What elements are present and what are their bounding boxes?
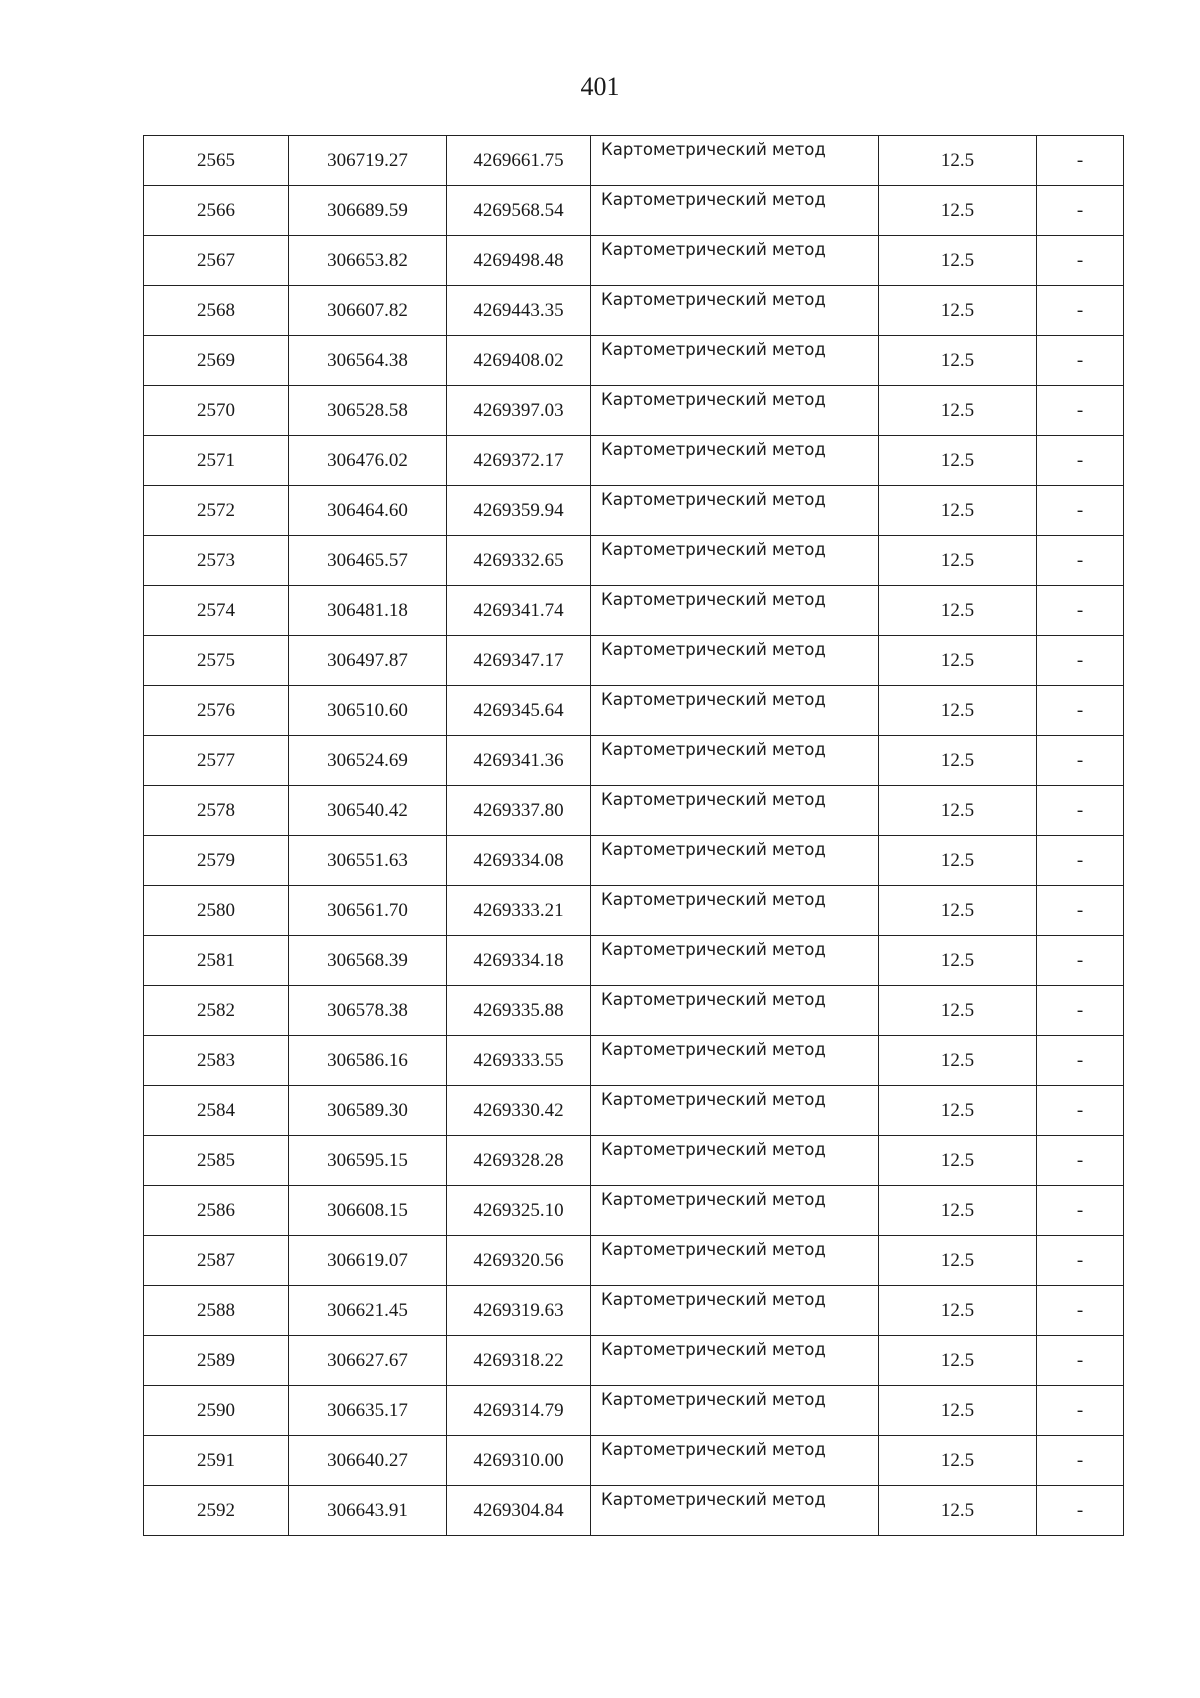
table-row xyxy=(144,986,1124,1036)
x-coordinate-cell: 306510.60 xyxy=(289,686,447,736)
accuracy-cell: 12.5 xyxy=(879,1286,1037,1336)
y-coordinate-cell: 4269318.22 xyxy=(447,1336,591,1386)
table-row xyxy=(144,1036,1124,1086)
coordinates-table xyxy=(143,135,1124,1536)
y-coordinate-cell: 4269347.17 xyxy=(447,636,591,686)
note-cell: - xyxy=(1037,936,1124,986)
y-coordinate-cell: 4269320.56 xyxy=(447,1236,591,1286)
point-number-cell: 2568 xyxy=(144,286,289,336)
note-cell: - xyxy=(1037,1036,1124,1086)
table-row xyxy=(144,436,1124,486)
point-number-cell: 2567 xyxy=(144,236,289,286)
accuracy-cell: 12.5 xyxy=(879,936,1037,986)
y-coordinate-cell: 4269314.79 xyxy=(447,1386,591,1436)
table-row xyxy=(144,186,1124,236)
x-coordinate-cell: 306640.27 xyxy=(289,1436,447,1486)
accuracy-cell: 12.5 xyxy=(879,586,1037,636)
table-row xyxy=(144,586,1124,636)
y-coordinate-cell: 4269345.64 xyxy=(447,686,591,736)
accuracy-cell: 12.5 xyxy=(879,1186,1037,1236)
note-cell: - xyxy=(1037,536,1124,586)
page-number: 401 xyxy=(580,72,620,101)
accuracy-cell: 12.5 xyxy=(879,336,1037,386)
table-row xyxy=(144,1136,1124,1186)
x-coordinate-cell: 306619.07 xyxy=(289,1236,447,1286)
note-cell: - xyxy=(1037,186,1124,236)
point-number-cell: 2576 xyxy=(144,686,289,736)
point-number-cell: 2579 xyxy=(144,836,289,886)
coordinates-table-body xyxy=(144,136,1124,1536)
note-cell: - xyxy=(1037,1236,1124,1286)
table-row xyxy=(144,1186,1124,1236)
point-number-cell: 2581 xyxy=(144,936,289,986)
note-cell: - xyxy=(1037,1336,1124,1386)
method-cell: Картометрический метод xyxy=(591,736,879,786)
method-cell: Картометрический метод xyxy=(591,436,879,486)
accuracy-cell: 12.5 xyxy=(879,436,1037,486)
point-number-cell: 2587 xyxy=(144,1236,289,1286)
y-coordinate-cell: 4269341.36 xyxy=(447,736,591,786)
y-coordinate-cell: 4269332.65 xyxy=(447,536,591,586)
point-number-cell: 2572 xyxy=(144,486,289,536)
accuracy-cell: 12.5 xyxy=(879,1136,1037,1186)
accuracy-cell: 12.5 xyxy=(879,536,1037,586)
y-coordinate-cell: 4269310.00 xyxy=(447,1436,591,1486)
method-cell: Картометрический метод xyxy=(591,836,879,886)
y-coordinate-cell: 4269333.55 xyxy=(447,1036,591,1086)
table-row xyxy=(144,786,1124,836)
x-coordinate-cell: 306465.57 xyxy=(289,536,447,586)
x-coordinate-cell: 306621.45 xyxy=(289,1286,447,1336)
accuracy-cell: 12.5 xyxy=(879,1236,1037,1286)
accuracy-cell: 12.5 xyxy=(879,836,1037,886)
note-cell: - xyxy=(1037,736,1124,786)
table-row xyxy=(144,1286,1124,1336)
accuracy-cell: 12.5 xyxy=(879,736,1037,786)
point-number-cell: 2589 xyxy=(144,1336,289,1386)
point-number-cell: 2569 xyxy=(144,336,289,386)
table-row xyxy=(144,236,1124,286)
point-number-cell: 2573 xyxy=(144,536,289,586)
note-cell: - xyxy=(1037,486,1124,536)
point-number-cell: 2577 xyxy=(144,736,289,786)
table-row xyxy=(144,1486,1124,1536)
y-coordinate-cell: 4269335.88 xyxy=(447,986,591,1036)
accuracy-cell: 12.5 xyxy=(879,1486,1037,1536)
point-number-cell: 2591 xyxy=(144,1436,289,1486)
method-cell: Картометрический метод xyxy=(591,1336,879,1386)
method-cell: Картометрический метод xyxy=(591,786,879,836)
accuracy-cell: 12.5 xyxy=(879,986,1037,1036)
table-row xyxy=(144,1336,1124,1386)
x-coordinate-cell: 306586.16 xyxy=(289,1036,447,1086)
x-coordinate-cell: 306568.39 xyxy=(289,936,447,986)
y-coordinate-cell: 4269372.17 xyxy=(447,436,591,486)
point-number-cell: 2566 xyxy=(144,186,289,236)
note-cell: - xyxy=(1037,986,1124,1036)
table-row xyxy=(144,736,1124,786)
accuracy-cell: 12.5 xyxy=(879,236,1037,286)
method-cell: Картометрический метод xyxy=(591,636,879,686)
method-cell: Картометрический метод xyxy=(591,886,879,936)
method-cell: Картометрический метод xyxy=(591,586,879,636)
accuracy-cell: 12.5 xyxy=(879,686,1037,736)
x-coordinate-cell: 306497.87 xyxy=(289,636,447,686)
method-cell: Картометрический метод xyxy=(591,186,879,236)
method-cell: Картометрический метод xyxy=(591,1136,879,1186)
x-coordinate-cell: 306561.70 xyxy=(289,886,447,936)
x-coordinate-cell: 306564.38 xyxy=(289,336,447,386)
method-cell: Картометрический метод xyxy=(591,1236,879,1286)
note-cell: - xyxy=(1037,1436,1124,1486)
table-row xyxy=(144,1436,1124,1486)
method-cell: Картометрический метод xyxy=(591,336,879,386)
accuracy-cell: 12.5 xyxy=(879,286,1037,336)
table-row xyxy=(144,886,1124,936)
point-number-cell: 2565 xyxy=(144,136,289,186)
x-coordinate-cell: 306635.17 xyxy=(289,1386,447,1436)
method-cell: Картометрический метод xyxy=(591,1486,879,1536)
accuracy-cell: 12.5 xyxy=(879,1436,1037,1486)
point-number-cell: 2578 xyxy=(144,786,289,836)
method-cell: Картометрический метод xyxy=(591,686,879,736)
point-number-cell: 2571 xyxy=(144,436,289,486)
y-coordinate-cell: 4269397.03 xyxy=(447,386,591,436)
point-number-cell: 2583 xyxy=(144,1036,289,1086)
note-cell: - xyxy=(1037,136,1124,186)
accuracy-cell: 12.5 xyxy=(879,886,1037,936)
accuracy-cell: 12.5 xyxy=(879,1086,1037,1136)
note-cell: - xyxy=(1037,886,1124,936)
x-coordinate-cell: 306551.63 xyxy=(289,836,447,886)
note-cell: - xyxy=(1037,636,1124,686)
method-cell: Картометрический метод xyxy=(591,136,879,186)
x-coordinate-cell: 306476.02 xyxy=(289,436,447,486)
y-coordinate-cell: 4269568.54 xyxy=(447,186,591,236)
method-cell: Картометрический метод xyxy=(591,386,879,436)
table-row xyxy=(144,486,1124,536)
table-row xyxy=(144,536,1124,586)
note-cell: - xyxy=(1037,586,1124,636)
method-cell: Картометрический метод xyxy=(591,236,879,286)
point-number-cell: 2582 xyxy=(144,986,289,1036)
note-cell: - xyxy=(1037,1286,1124,1336)
x-coordinate-cell: 306481.18 xyxy=(289,586,447,636)
accuracy-cell: 12.5 xyxy=(879,636,1037,686)
accuracy-cell: 12.5 xyxy=(879,1036,1037,1086)
method-cell: Картометрический метод xyxy=(591,1286,879,1336)
accuracy-cell: 12.5 xyxy=(879,486,1037,536)
accuracy-cell: 12.5 xyxy=(879,1386,1037,1436)
table-row xyxy=(144,936,1124,986)
table-row xyxy=(144,136,1124,186)
y-coordinate-cell: 4269330.42 xyxy=(447,1086,591,1136)
table-row xyxy=(144,1236,1124,1286)
method-cell: Картометрический метод xyxy=(591,1436,879,1486)
y-coordinate-cell: 4269304.84 xyxy=(447,1486,591,1536)
table-row xyxy=(144,686,1124,736)
y-coordinate-cell: 4269341.74 xyxy=(447,586,591,636)
method-cell: Картометрический метод xyxy=(591,1186,879,1236)
method-cell: Картометрический метод xyxy=(591,1086,879,1136)
y-coordinate-cell: 4269408.02 xyxy=(447,336,591,386)
table-row xyxy=(144,836,1124,886)
y-coordinate-cell: 4269328.28 xyxy=(447,1136,591,1186)
note-cell: - xyxy=(1037,336,1124,386)
accuracy-cell: 12.5 xyxy=(879,136,1037,186)
table-row xyxy=(144,336,1124,386)
note-cell: - xyxy=(1037,436,1124,486)
x-coordinate-cell: 306595.15 xyxy=(289,1136,447,1186)
x-coordinate-cell: 306464.60 xyxy=(289,486,447,536)
point-number-cell: 2570 xyxy=(144,386,289,436)
point-number-cell: 2590 xyxy=(144,1386,289,1436)
table-row xyxy=(144,1086,1124,1136)
method-cell: Картометрический метод xyxy=(591,936,879,986)
point-number-cell: 2584 xyxy=(144,1086,289,1136)
point-number-cell: 2574 xyxy=(144,586,289,636)
table-row xyxy=(144,386,1124,436)
point-number-cell: 2588 xyxy=(144,1286,289,1336)
method-cell: Картометрический метод xyxy=(591,1386,879,1436)
y-coordinate-cell: 4269319.63 xyxy=(447,1286,591,1336)
note-cell: - xyxy=(1037,1086,1124,1136)
accuracy-cell: 12.5 xyxy=(879,386,1037,436)
point-number-cell: 2575 xyxy=(144,636,289,686)
method-cell: Картометрический метод xyxy=(591,1036,879,1086)
note-cell: - xyxy=(1037,1186,1124,1236)
x-coordinate-cell: 306589.30 xyxy=(289,1086,447,1136)
table-row xyxy=(144,1386,1124,1436)
x-coordinate-cell: 306607.82 xyxy=(289,286,447,336)
point-number-cell: 2586 xyxy=(144,1186,289,1236)
x-coordinate-cell: 306689.59 xyxy=(289,186,447,236)
note-cell: - xyxy=(1037,236,1124,286)
note-cell: - xyxy=(1037,1486,1124,1536)
x-coordinate-cell: 306719.27 xyxy=(289,136,447,186)
note-cell: - xyxy=(1037,1386,1124,1436)
y-coordinate-cell: 4269498.48 xyxy=(447,236,591,286)
x-coordinate-cell: 306578.38 xyxy=(289,986,447,1036)
y-coordinate-cell: 4269325.10 xyxy=(447,1186,591,1236)
x-coordinate-cell: 306643.91 xyxy=(289,1486,447,1536)
note-cell: - xyxy=(1037,786,1124,836)
y-coordinate-cell: 4269333.21 xyxy=(447,886,591,936)
y-coordinate-cell: 4269359.94 xyxy=(447,486,591,536)
accuracy-cell: 12.5 xyxy=(879,186,1037,236)
note-cell: - xyxy=(1037,286,1124,336)
point-number-cell: 2585 xyxy=(144,1136,289,1186)
y-coordinate-cell: 4269443.35 xyxy=(447,286,591,336)
x-coordinate-cell: 306653.82 xyxy=(289,236,447,286)
y-coordinate-cell: 4269334.18 xyxy=(447,936,591,986)
point-number-cell: 2592 xyxy=(144,1486,289,1536)
accuracy-cell: 12.5 xyxy=(879,1336,1037,1386)
note-cell: - xyxy=(1037,686,1124,736)
point-number-cell: 2580 xyxy=(144,886,289,936)
table-row xyxy=(144,286,1124,336)
method-cell: Картометрический метод xyxy=(591,286,879,336)
x-coordinate-cell: 306528.58 xyxy=(289,386,447,436)
method-cell: Картометрический метод xyxy=(591,986,879,1036)
method-cell: Картометрический метод xyxy=(591,486,879,536)
x-coordinate-cell: 306608.15 xyxy=(289,1186,447,1236)
x-coordinate-cell: 306540.42 xyxy=(289,786,447,836)
note-cell: - xyxy=(1037,1136,1124,1186)
y-coordinate-cell: 4269334.08 xyxy=(447,836,591,886)
y-coordinate-cell: 4269337.80 xyxy=(447,786,591,836)
note-cell: - xyxy=(1037,386,1124,436)
table-row xyxy=(144,636,1124,686)
x-coordinate-cell: 306524.69 xyxy=(289,736,447,786)
y-coordinate-cell: 4269661.75 xyxy=(447,136,591,186)
note-cell: - xyxy=(1037,836,1124,886)
x-coordinate-cell: 306627.67 xyxy=(289,1336,447,1386)
method-cell: Картометрический метод xyxy=(591,536,879,586)
accuracy-cell: 12.5 xyxy=(879,786,1037,836)
